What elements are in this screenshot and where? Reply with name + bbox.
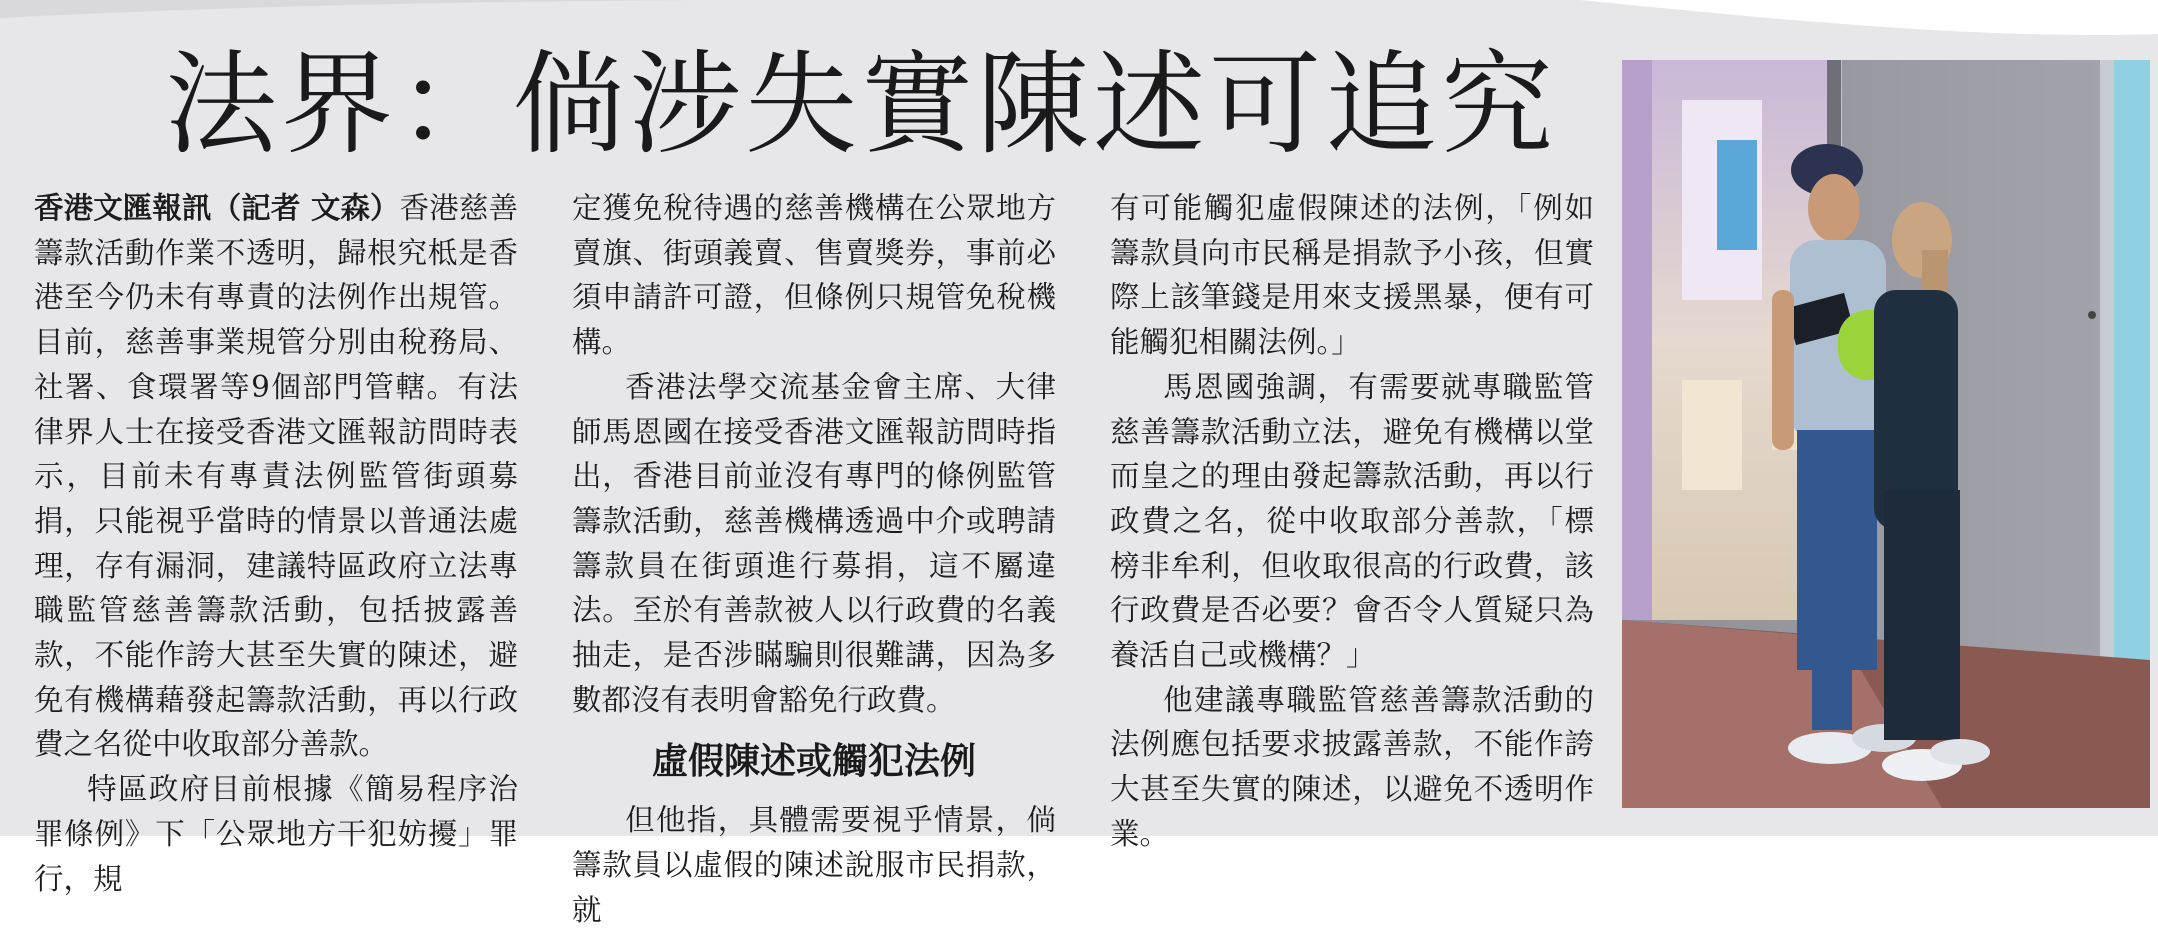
subheading: 虛假陳述或觸犯法例 [651, 741, 976, 783]
article-column-3 [1110, 186, 1594, 857]
article-column-2 [572, 186, 1056, 933]
lead-text: 香港慈善籌款活動作業不透明，歸根究柢是香港至今仍未有專責的法例作出規管。目前，慈善事業規管分別由稅務局、社署、食環署等9個部門管轄。有法律界人士在接受香港文匯報訪問時表示，目前未有專責法例監管街頭募捐，只能視乎當時的情景以普通法處理，存有漏洞，建議特區政府立法專職監管慈善籌款活動，包括披露善款，不能作誇大甚至失實的陳述，避免有機構藉發起籌款活動，再以行政費之名從中收取部分善款。 [34, 191, 518, 762]
paragraph: 有可能觸犯虛假陳述的法例，「例如籌款員向市民稱是捐款予小孩，但實際上該筆錢是用來支援黑暴，便有可能觸犯相關法例。」 [1110, 191, 1594, 360]
paragraph: 特區政府目前根據《簡易程序治罪條例》下「公眾地方干犯妨擾」罪行，規 [34, 772, 518, 896]
byline: 香港文匯報訊（記者 文森） [34, 191, 400, 225]
news-photo-street-fundraiser [1622, 60, 2150, 808]
paragraph: 定獲免稅待遇的慈善機構在公眾地方賣旗、街頭義賣、售賣獎券，事前必須申請許可證，但條例只規管免稅機構。 [572, 191, 1056, 360]
paragraph: 但他指，具體需要視乎情景，倘籌款員以虛假的陳述說服市民捐款，就 [572, 803, 1056, 927]
article-column-1 [34, 186, 518, 901]
paragraph: 香港法學交流基金會主席、大律師馬恩國在接受香港文匯報訪問時指出，香港目前並沒有專門的條例監管籌款活動，慈善機構透過中介或聘請籌款員在街頭進行募捐，這不屬違法。至於有善款被人以行政費的名義抽走，是否涉瞞騙則很難講，因為多數都沒有表明會豁免行政費。 [572, 369, 1056, 717]
headline: 法界：倘涉失實陳述可追究 [165, 40, 1557, 170]
lead-paragraph [34, 186, 518, 767]
paragraph: 他建議專職監管慈善籌款活動的法例應包括要求披露善款，不能作誇大甚至失實的陳述，以避免不透明作業。 [1110, 682, 1594, 851]
paragraph: 馬恩國強調，有需要就專職監管慈善籌款活動立法，避免有機構以堂而皇之的理由發起籌款活動，再以行政費之名，從中收取部分善款，「標榜非牟利，但收取很高的行政費，該行政費是否必要？會否令人質疑只為養活自己或機構？」 [1110, 369, 1594, 673]
